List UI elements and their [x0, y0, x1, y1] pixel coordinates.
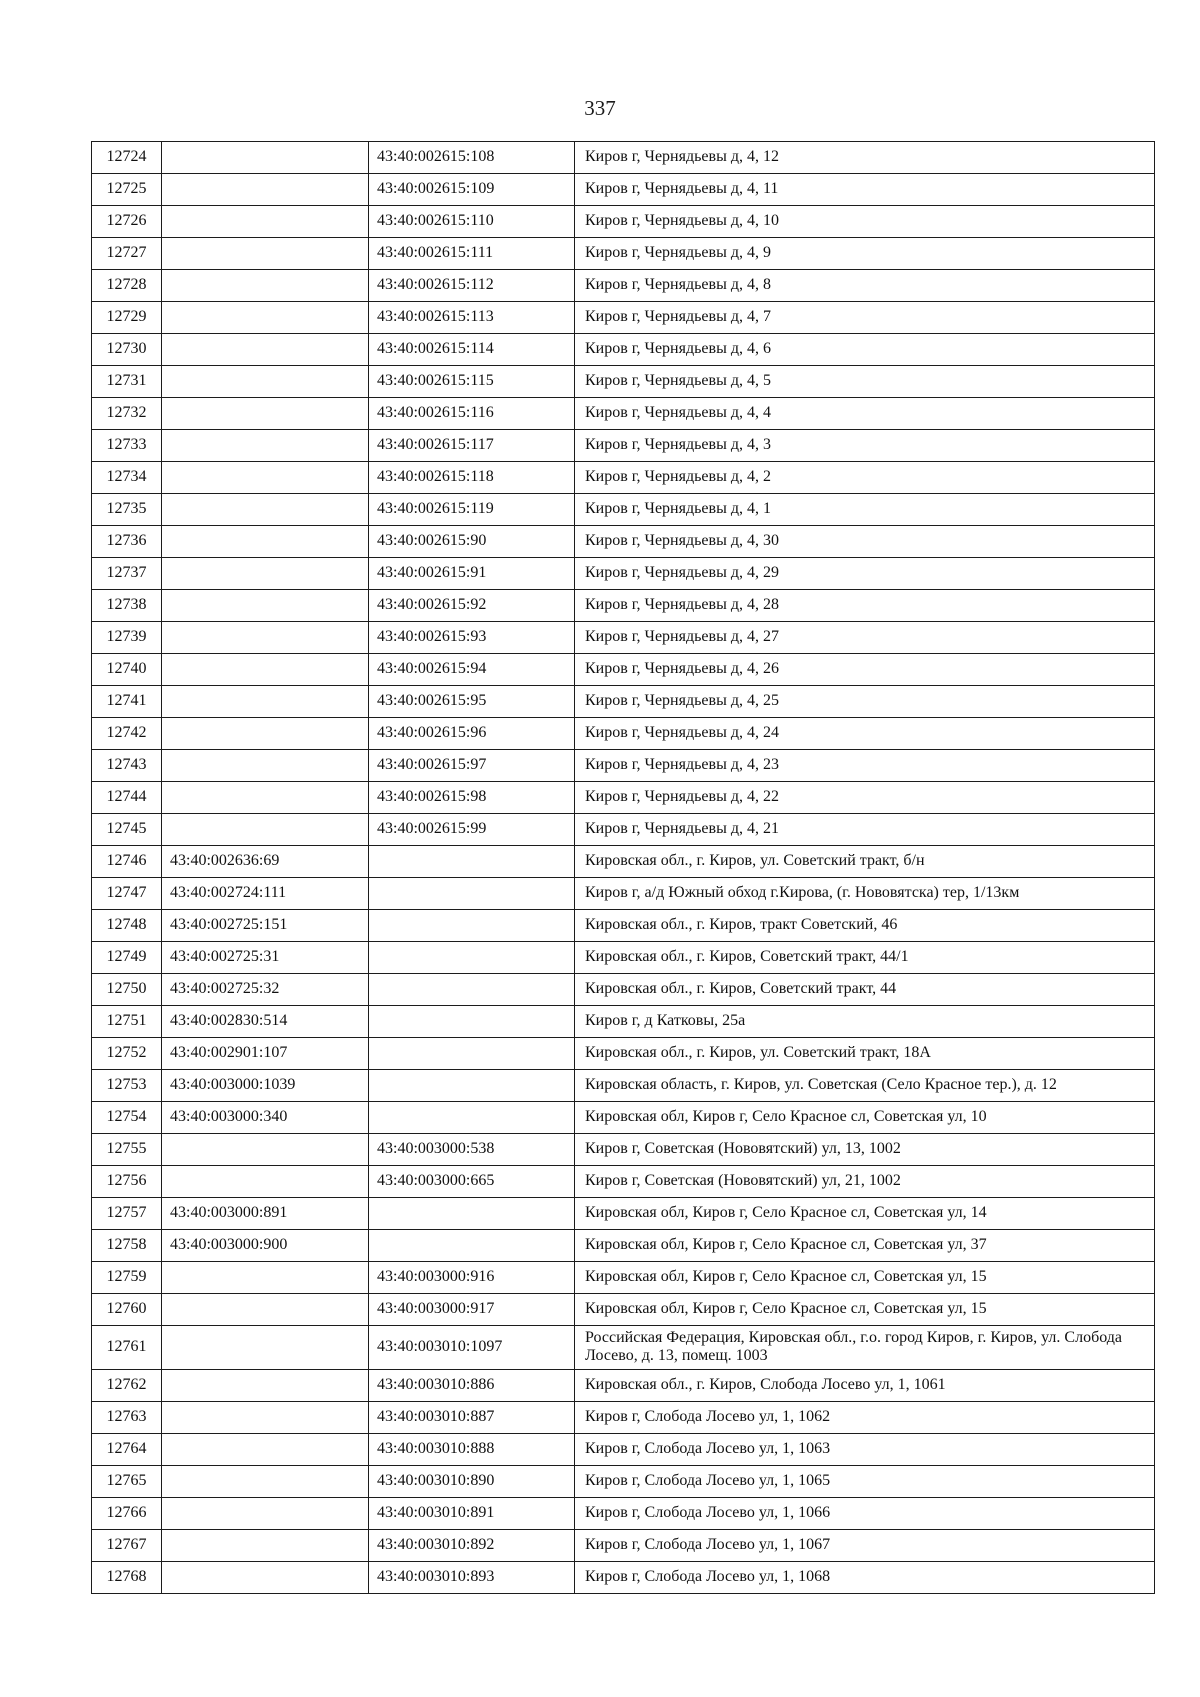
- table-row: [92, 334, 1155, 366]
- address-cell: Киров г, Чернядьевы д, 4, 21: [575, 814, 1155, 846]
- row-number: 12736: [92, 526, 162, 558]
- cadastral-number-premises: 43:40:003010:890: [369, 1465, 575, 1497]
- address-cell: Кировская обл, Киров г, Село Красное сл, Советская ул, 15: [575, 1262, 1155, 1294]
- row-number: 12743: [92, 750, 162, 782]
- cadastral-number-premises: 43:40:003010:892: [369, 1529, 575, 1561]
- cadastral-number-premises: 43:40:002615:118: [369, 462, 575, 494]
- table-row: [92, 1465, 1155, 1497]
- table-row: [92, 910, 1155, 942]
- cadastral-number-premises: [369, 1038, 575, 1070]
- row-number: 12729: [92, 302, 162, 334]
- table-row: [92, 878, 1155, 910]
- row-number: 12739: [92, 622, 162, 654]
- address-cell: Киров г, Чернядьевы д, 4, 24: [575, 718, 1155, 750]
- cadastral-number-premises: 43:40:002615:90: [369, 526, 575, 558]
- address-cell: Киров г, а/д Южный обход г.Кирова, (г. Нововятска) тер, 1/13км: [575, 878, 1155, 910]
- cadastral-number-land: [162, 334, 369, 366]
- address-cell: Кировская область, г. Киров, ул. Советская (Село Красное тер.), д. 12: [575, 1070, 1155, 1102]
- table-row: [92, 1038, 1155, 1070]
- cadastral-number-land: [162, 1294, 369, 1326]
- address-cell: Киров г, Чернядьевы д, 4, 10: [575, 206, 1155, 238]
- cadastral-number-land: [162, 270, 369, 302]
- row-number: 12765: [92, 1465, 162, 1497]
- row-number: 12734: [92, 462, 162, 494]
- cadastral-number-premises: [369, 1006, 575, 1038]
- cadastral-number-premises: 43:40:002615:99: [369, 814, 575, 846]
- table-row: [92, 1198, 1155, 1230]
- row-number: 12726: [92, 206, 162, 238]
- row-number: 12751: [92, 1006, 162, 1038]
- cadastral-number-premises: 43:40:002615:97: [369, 750, 575, 782]
- cadastral-number-land: [162, 174, 369, 206]
- address-cell: Кировская обл., г. Киров, ул. Советский тракт, б/н: [575, 846, 1155, 878]
- table-row: [92, 590, 1155, 622]
- cadastral-number-premises: 43:40:002615:108: [369, 142, 575, 174]
- row-number: 12742: [92, 718, 162, 750]
- row-number: 12764: [92, 1433, 162, 1465]
- row-number: 12732: [92, 398, 162, 430]
- table-row: [92, 366, 1155, 398]
- cadastral-number-land: [162, 1529, 369, 1561]
- cadastral-number-land: [162, 718, 369, 750]
- cadastral-number-premises: 43:40:002615:115: [369, 366, 575, 398]
- table-row: [92, 1006, 1155, 1038]
- cadastral-number-premises: 43:40:002615:117: [369, 430, 575, 462]
- registry-table: [91, 141, 1155, 1594]
- address-cell: Киров г, Чернядьевы д, 4, 30: [575, 526, 1155, 558]
- table-row: [92, 206, 1155, 238]
- cadastral-number-premises: [369, 974, 575, 1006]
- table-row: [92, 558, 1155, 590]
- address-cell: Киров г, Чернядьевы д, 4, 22: [575, 782, 1155, 814]
- table-row: [92, 142, 1155, 174]
- table-row: [92, 1294, 1155, 1326]
- cadastral-number-premises: 43:40:003010:891: [369, 1497, 575, 1529]
- row-number: 12767: [92, 1529, 162, 1561]
- table-row: [92, 1134, 1155, 1166]
- table-row: [92, 238, 1155, 270]
- address-cell: Киров г, Слобода Лосево ул, 1, 1065: [575, 1465, 1155, 1497]
- table-row: [92, 1102, 1155, 1134]
- address-cell: Кировская обл., г. Киров, Советский тракт, 44/1: [575, 942, 1155, 974]
- cadastral-number-premises: 43:40:002615:112: [369, 270, 575, 302]
- table-row: [92, 782, 1155, 814]
- address-cell: Киров г, Чернядьевы д, 4, 11: [575, 174, 1155, 206]
- cadastral-number-land: [162, 1262, 369, 1294]
- cadastral-number-premises: 43:40:002615:111: [369, 238, 575, 270]
- table-row: [92, 1230, 1155, 1262]
- cadastral-number-premises: 43:40:002615:98: [369, 782, 575, 814]
- table-row: [92, 494, 1155, 526]
- table-row: [92, 1166, 1155, 1198]
- table-row: [92, 974, 1155, 1006]
- address-cell: Киров г, Слобода Лосево ул, 1, 1066: [575, 1497, 1155, 1529]
- address-cell: Киров г, Чернядьевы д, 4, 27: [575, 622, 1155, 654]
- address-cell: Киров г, Чернядьевы д, 4, 12: [575, 142, 1155, 174]
- table-row: [92, 1326, 1155, 1370]
- cadastral-number-land: 43:40:003000:1039: [162, 1070, 369, 1102]
- cadastral-number-land: [162, 1326, 369, 1370]
- row-number: 12728: [92, 270, 162, 302]
- cadastral-number-land: [162, 302, 369, 334]
- cadastral-number-land: [162, 398, 369, 430]
- cadastral-number-land: [162, 622, 369, 654]
- cadastral-number-land: [162, 238, 369, 270]
- address-cell: Киров г, Чернядьевы д, 4, 23: [575, 750, 1155, 782]
- row-number: 12760: [92, 1294, 162, 1326]
- cadastral-number-premises: 43:40:002615:91: [369, 558, 575, 590]
- table-row: [92, 1070, 1155, 1102]
- row-number: 12757: [92, 1198, 162, 1230]
- cadastral-number-land: 43:40:003000:340: [162, 1102, 369, 1134]
- row-number: 12750: [92, 974, 162, 1006]
- cadastral-number-land: [162, 142, 369, 174]
- row-number: 12756: [92, 1166, 162, 1198]
- cadastral-number-premises: 43:40:002615:92: [369, 590, 575, 622]
- cadastral-number-premises: 43:40:002615:119: [369, 494, 575, 526]
- cadastral-number-premises: 43:40:002615:116: [369, 398, 575, 430]
- address-cell: Киров г, Слобода Лосево ул, 1, 1067: [575, 1529, 1155, 1561]
- cadastral-number-premises: 43:40:002615:96: [369, 718, 575, 750]
- address-cell: Киров г, Чернядьевы д, 4, 6: [575, 334, 1155, 366]
- row-number: 12725: [92, 174, 162, 206]
- cadastral-number-premises: 43:40:003010:893: [369, 1561, 575, 1593]
- cadastral-number-land: [162, 1497, 369, 1529]
- cadastral-number-premises: 43:40:003010:888: [369, 1433, 575, 1465]
- address-cell: Кировская обл., г. Киров, тракт Советский, 46: [575, 910, 1155, 942]
- table-row: [92, 846, 1155, 878]
- cadastral-number-premises: 43:40:003000:917: [369, 1294, 575, 1326]
- cadastral-number-land: [162, 750, 369, 782]
- row-number: 12745: [92, 814, 162, 846]
- table-row: [92, 942, 1155, 974]
- cadastral-number-land: [162, 558, 369, 590]
- table-row: [92, 270, 1155, 302]
- table-row: [92, 1529, 1155, 1561]
- address-cell: Кировская обл., г. Киров, Советский тракт, 44: [575, 974, 1155, 1006]
- row-number: 12735: [92, 494, 162, 526]
- cadastral-number-premises: 43:40:003010:1097: [369, 1326, 575, 1370]
- address-cell: Киров г, Слобода Лосево ул, 1, 1062: [575, 1401, 1155, 1433]
- table-row: [92, 1561, 1155, 1593]
- address-cell: Киров г, Чернядьевы д, 4, 2: [575, 462, 1155, 494]
- row-number: 12766: [92, 1497, 162, 1529]
- table-row: [92, 622, 1155, 654]
- cadastral-number-premises: 43:40:003010:887: [369, 1401, 575, 1433]
- row-number: 12741: [92, 686, 162, 718]
- address-cell: Киров г, Чернядьевы д, 4, 28: [575, 590, 1155, 622]
- table-row: [92, 686, 1155, 718]
- cadastral-number-premises: [369, 878, 575, 910]
- address-cell: Киров г, Слобода Лосево ул, 1, 1063: [575, 1433, 1155, 1465]
- table-row: [92, 1401, 1155, 1433]
- row-number: 12753: [92, 1070, 162, 1102]
- cadastral-number-land: [162, 654, 369, 686]
- cadastral-number-land: [162, 366, 369, 398]
- address-cell: Кировская обл, Киров г, Село Красное сл, Советская ул, 15: [575, 1294, 1155, 1326]
- row-number: 12754: [92, 1102, 162, 1134]
- table-row: [92, 398, 1155, 430]
- cadastral-number-premises: [369, 910, 575, 942]
- table-row: [92, 302, 1155, 334]
- cadastral-number-premises: 43:40:002615:110: [369, 206, 575, 238]
- cadastral-number-land: [162, 462, 369, 494]
- table-row: [92, 430, 1155, 462]
- cadastral-number-land: 43:40:002636:69: [162, 846, 369, 878]
- cadastral-number-land: [162, 814, 369, 846]
- cadastral-number-premises: 43:40:003010:886: [369, 1369, 575, 1401]
- row-number: 12763: [92, 1401, 162, 1433]
- cadastral-number-premises: [369, 846, 575, 878]
- row-number: 12740: [92, 654, 162, 686]
- row-number: 12762: [92, 1369, 162, 1401]
- address-cell: Киров г, Чернядьевы д, 4, 25: [575, 686, 1155, 718]
- row-number: 12758: [92, 1230, 162, 1262]
- address-cell: Российская Федерация, Кировская обл., г.о. город Киров, г. Киров, ул. Слобода Лосево, д. 13, помещ. 1003: [575, 1326, 1155, 1370]
- row-number: 12738: [92, 590, 162, 622]
- address-cell: Кировская обл, Киров г, Село Красное сл, Советская ул, 37: [575, 1230, 1155, 1262]
- cadastral-number-premises: [369, 1102, 575, 1134]
- address-cell: Киров г, Чернядьевы д, 4, 9: [575, 238, 1155, 270]
- cadastral-number-land: [162, 1433, 369, 1465]
- page-number: 337: [584, 96, 616, 120]
- cadastral-number-premises: [369, 1070, 575, 1102]
- table-row: [92, 654, 1155, 686]
- table-row: [92, 462, 1155, 494]
- table-row: [92, 1262, 1155, 1294]
- cadastral-number-premises: 43:40:002615:94: [369, 654, 575, 686]
- table-row: [92, 750, 1155, 782]
- cadastral-number-land: [162, 206, 369, 238]
- address-cell: Киров г, Чернядьевы д, 4, 4: [575, 398, 1155, 430]
- address-cell: Киров г, Чернядьевы д, 4, 5: [575, 366, 1155, 398]
- row-number: 12730: [92, 334, 162, 366]
- table-row: [92, 174, 1155, 206]
- row-number: 12724: [92, 142, 162, 174]
- row-number: 12749: [92, 942, 162, 974]
- row-number: 12727: [92, 238, 162, 270]
- cadastral-number-land: 43:40:003000:891: [162, 1198, 369, 1230]
- row-number: 12761: [92, 1326, 162, 1370]
- cadastral-number-premises: [369, 942, 575, 974]
- row-number: 12737: [92, 558, 162, 590]
- cadastral-number-land: [162, 1369, 369, 1401]
- address-cell: Киров г, Советская (Нововятский) ул, 21, 1002: [575, 1166, 1155, 1198]
- cadastral-number-land: 43:40:002901:107: [162, 1038, 369, 1070]
- table-row: [92, 718, 1155, 750]
- cadastral-number-land: [162, 526, 369, 558]
- row-number: 12748: [92, 910, 162, 942]
- table-row: [92, 814, 1155, 846]
- registry-body: [92, 142, 1155, 1594]
- row-number: 12768: [92, 1561, 162, 1593]
- cadastral-number-premises: [369, 1198, 575, 1230]
- cadastral-number-land: 43:40:002725:32: [162, 974, 369, 1006]
- address-cell: Кировская обл., г. Киров, Слобода Лосево ул, 1, 1061: [575, 1369, 1155, 1401]
- cadastral-number-land: [162, 1465, 369, 1497]
- cadastral-number-land: [162, 686, 369, 718]
- table-row: [92, 526, 1155, 558]
- cadastral-number-land: 43:40:002830:514: [162, 1006, 369, 1038]
- address-cell: Киров г, Советская (Нововятский) ул, 13, 1002: [575, 1134, 1155, 1166]
- address-cell: Киров г, д Катковы, 25а: [575, 1006, 1155, 1038]
- address-cell: Киров г, Чернядьевы д, 4, 3: [575, 430, 1155, 462]
- row-number: 12747: [92, 878, 162, 910]
- row-number: 12746: [92, 846, 162, 878]
- cadastral-number-premises: 43:40:002615:93: [369, 622, 575, 654]
- cadastral-number-land: [162, 1401, 369, 1433]
- cadastral-number-premises: 43:40:002615:114: [369, 334, 575, 366]
- row-number: 12752: [92, 1038, 162, 1070]
- address-cell: Киров г, Чернядьевы д, 4, 8: [575, 270, 1155, 302]
- cadastral-number-premises: 43:40:002615:113: [369, 302, 575, 334]
- row-number: 12759: [92, 1262, 162, 1294]
- cadastral-number-land: [162, 1166, 369, 1198]
- address-cell: Кировская обл., г. Киров, ул. Советский тракт, 18А: [575, 1038, 1155, 1070]
- address-cell: Киров г, Чернядьевы д, 4, 1: [575, 494, 1155, 526]
- address-cell: Киров г, Чернядьевы д, 4, 7: [575, 302, 1155, 334]
- cadastral-number-land: [162, 590, 369, 622]
- cadastral-number-premises: 43:40:003000:665: [369, 1166, 575, 1198]
- cadastral-number-land: [162, 430, 369, 462]
- cadastral-number-land: 43:40:002725:31: [162, 942, 369, 974]
- address-cell: Кировская обл, Киров г, Село Красное сл, Советская ул, 10: [575, 1102, 1155, 1134]
- row-number: 12731: [92, 366, 162, 398]
- cadastral-number-land: 43:40:003000:900: [162, 1230, 369, 1262]
- cadastral-number-premises: 43:40:002615:95: [369, 686, 575, 718]
- address-cell: Кировская обл, Киров г, Село Красное сл, Советская ул, 14: [575, 1198, 1155, 1230]
- address-cell: Киров г, Слобода Лосево ул, 1, 1068: [575, 1561, 1155, 1593]
- cadastral-number-land: 43:40:002724:111: [162, 878, 369, 910]
- cadastral-number-premises: 43:40:002615:109: [369, 174, 575, 206]
- cadastral-number-premises: 43:40:003000:538: [369, 1134, 575, 1166]
- address-cell: Киров г, Чернядьевы д, 4, 29: [575, 558, 1155, 590]
- cadastral-number-premises: 43:40:003000:916: [369, 1262, 575, 1294]
- table-row: [92, 1433, 1155, 1465]
- row-number: 12755: [92, 1134, 162, 1166]
- table-row: [92, 1497, 1155, 1529]
- row-number: 12744: [92, 782, 162, 814]
- cadastral-number-land: [162, 1134, 369, 1166]
- cadastral-number-land: [162, 782, 369, 814]
- cadastral-number-land: 43:40:002725:151: [162, 910, 369, 942]
- address-cell: Киров г, Чернядьевы д, 4, 26: [575, 654, 1155, 686]
- cadastral-number-premises: [369, 1230, 575, 1262]
- table-row: [92, 1369, 1155, 1401]
- cadastral-number-land: [162, 1561, 369, 1593]
- row-number: 12733: [92, 430, 162, 462]
- cadastral-number-land: [162, 494, 369, 526]
